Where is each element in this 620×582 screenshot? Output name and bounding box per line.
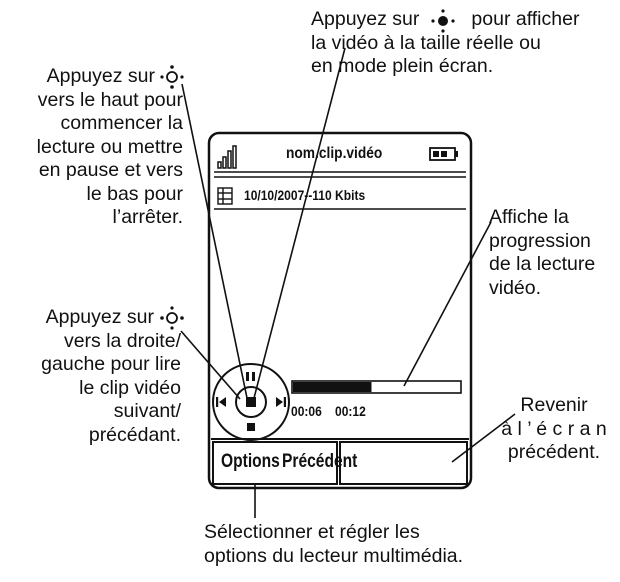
total-time: 00:12 [335, 403, 366, 419]
nav-key-cluster[interactable] [213, 364, 289, 440]
options-softkey[interactable]: Options [221, 451, 280, 472]
video-clip-icon [218, 188, 232, 204]
stop-below-icon [247, 423, 255, 431]
leader-lines [181, 48, 515, 518]
progress-bar-fill [293, 382, 372, 392]
leader-left-bottom [181, 331, 240, 399]
clip-info: 10/10/2007--110 Kbits [244, 187, 366, 203]
signal-strength-icon [218, 146, 236, 168]
back-softkey[interactable]: Précédent [282, 451, 358, 472]
leader-right-top [404, 222, 491, 386]
callout-right-top: Affiche la progression de la lecture vidéo. [489, 206, 596, 299]
clip-title: nom.clip.vidéo [286, 145, 383, 162]
callout-left-top: Appuyez sur vers le haut pour commencer la lecture ou mettre en pause et vers le bas pour l’arrêter. [36, 65, 183, 228]
right-softkey-box[interactable] [340, 442, 467, 484]
callout-bottom: Sélectionner et régler les options du lecteur multimédia. [204, 521, 464, 567]
elapsed-time: 00:06 [291, 403, 322, 419]
callout-left-bottom: Appuyez sur vers la droite/ gauche pour lire le clip vidéo suivant/ précédant. [41, 306, 181, 446]
callout-right-bottom: Revenir à l ’ é c r a n précédent. [501, 394, 607, 463]
stop-icon [246, 397, 256, 407]
battery-icon [430, 148, 458, 160]
leader-left-top [182, 84, 247, 398]
callout-top: Appuyez sur pour afficher la vidéo à la taille réelle ou en mode plein écran. [311, 8, 580, 77]
leader-top [254, 48, 345, 398]
